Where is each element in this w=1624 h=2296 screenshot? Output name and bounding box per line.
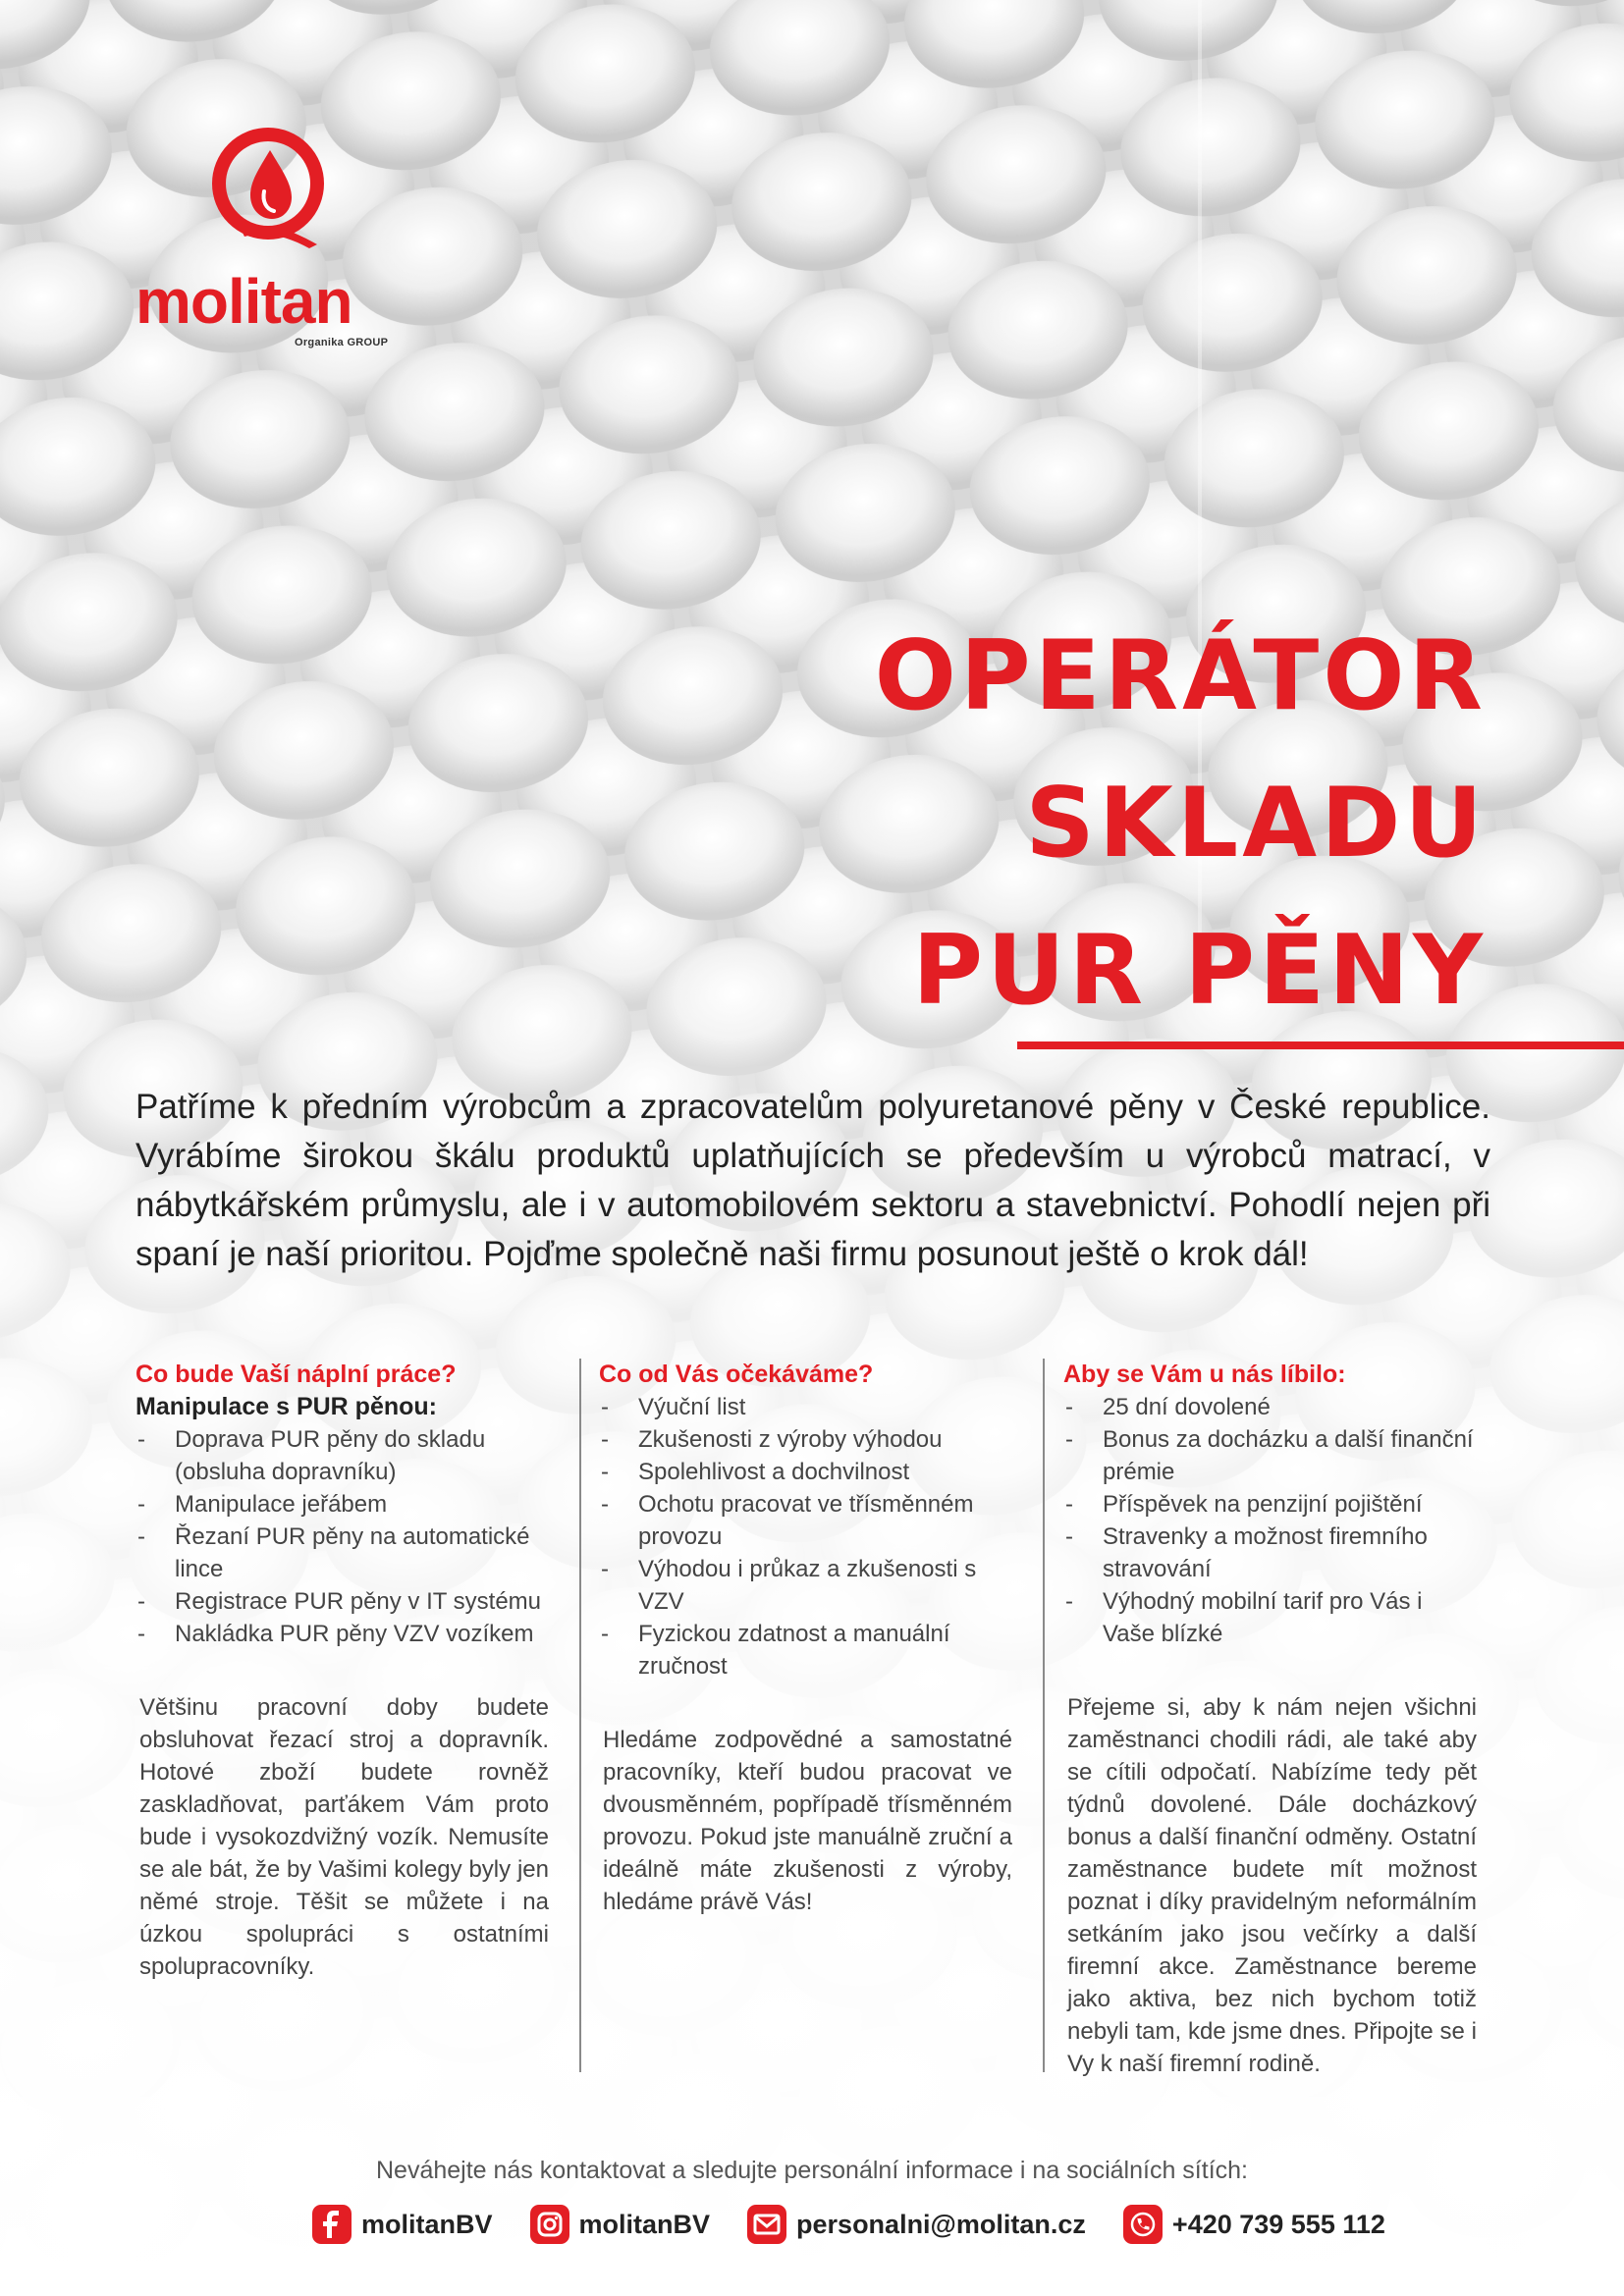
list-item: - Výuční list <box>599 1391 1016 1423</box>
list-item: - Příspěvek na penzijní pojištění <box>1063 1488 1481 1521</box>
title-line-2: SKLADU <box>1025 768 1487 880</box>
column-benefits <box>1063 1359 1481 2080</box>
contact-bar <box>312 2200 1385 2249</box>
expect-heading: Co od Vás očekáváme? <box>599 1361 874 1388</box>
job-title <box>874 620 1487 1027</box>
list-item: - Nakládka PUR pěny VZV vozíkem <box>135 1618 553 1650</box>
expect-list <box>599 1391 1016 1682</box>
footer-text: Neváhejte nás kontaktovat a sledujte personální informace i na sociálních sítích: <box>375 2157 1248 2184</box>
email-address: personalni@molitan.cz <box>796 2209 1086 2239</box>
list-item: - 25 dní dovolené <box>1063 1391 1481 1423</box>
phone-number: +420 739 555 112 <box>1171 2209 1385 2239</box>
expect-paragraph: Hledáme zodpovědné a samostatné pracovníky, kteří budou pracovat ve dvousměnném, popřípadě třísměnném provozu. Pokud jste manuálně zruční a ideálně máte zkušenosti z výroby, hledáme právě Vás! <box>603 1727 1012 1915</box>
email-link[interactable] <box>747 2205 1086 2244</box>
list-item: - Doprava PUR pěny do skladu (obsluha dopravníku) <box>135 1423 553 1488</box>
intro-paragraph: Patříme k předním výrobcům a zpracovatelům polyuretanové pěny v České republice. Vyrábíme širokou škálu produktů uplatňujících se především u výrobců matrací, v nábytkářském průmyslu, ale i v automobilovém sektoru a stavebnictví. Pohodlí nejen při spaní je naší prioritou. Pojďme společně naši firmu posunout ještě o krok dál! <box>135 1088 1490 1273</box>
benefits-paragraph: Přejeme si, aby k nám nejen všichni zaměstnanci chodili rádi, ale také aby se cítili odpočatí. Nabízíme tedy pět týdnů dovolené. Dále docházkový bonus a další finanční odměny. Ostatní zaměstnance budete mít možnost poznat i díky pravidelným neformálním setkáním jako jsou večírky a další firemní akce. Zaměstnance bereme jako aktiva, bez nich bychom totiž nebyli tam, kde jsme dnes. Připojte se i Vy k naší firemní rodině. <box>1067 1694 1477 2077</box>
facebook-handle: molitanBV <box>361 2209 493 2239</box>
list-item: - Stravenky a možnost firemního stravování <box>1063 1521 1481 1585</box>
work-heading: Co bude Vaší náplní práce? <box>135 1361 457 1388</box>
facebook-link[interactable] <box>312 2205 493 2244</box>
list-item: - Ochotu pracovat ve třísměnném provozu <box>599 1488 1016 1553</box>
list-item: - Výhodou i průkaz a zkušenosti s VZV <box>599 1553 1016 1618</box>
title-line-1: OPERÁTOR <box>874 620 1487 732</box>
molitan-logo <box>128 123 412 348</box>
list-item: - Fyzickou zdatnost a manuální zručnost <box>599 1618 1016 1682</box>
brand-name: molitan <box>135 266 352 337</box>
brand-group: Organika GROUP <box>295 337 389 348</box>
list-item: - Bonus za docházku a další finanční prémie <box>1063 1423 1481 1488</box>
email-icon <box>747 2205 786 2244</box>
column-divider <box>1043 1359 1045 2072</box>
title-line-3: PUR PĚNY <box>912 915 1487 1027</box>
phone-link[interactable] <box>1123 2205 1385 2244</box>
list-item: - Zkušenosti z výroby výhodou <box>599 1423 1016 1456</box>
list-item: - Výhodný mobilní tarif pro Vás i Vaše blízké <box>1063 1585 1481 1650</box>
red-divider <box>1017 1041 1624 1049</box>
instagram-link[interactable] <box>530 2205 711 2244</box>
list-item: - Manipulace jeřábem <box>135 1488 553 1521</box>
column-expect <box>599 1359 1016 1918</box>
phone-icon <box>1123 2205 1163 2244</box>
instagram-handle: molitanBV <box>578 2209 711 2239</box>
work-list <box>135 1423 553 1650</box>
list-item: - Řezaní PUR pěny na automatické lince <box>135 1521 553 1585</box>
benefits-list <box>1063 1391 1481 1650</box>
logo-mark-icon <box>211 123 329 250</box>
list-item: - Spolehlivost a dochvilnost <box>599 1456 1016 1488</box>
list-item: - Registrace PUR pěny v IT systému <box>135 1585 553 1618</box>
work-subheading: Manipulace s PUR pěnou: <box>135 1393 437 1420</box>
instagram-icon <box>530 2205 569 2244</box>
column-work <box>135 1359 553 1983</box>
work-paragraph: Většinu pracovní doby budete obsluhovat řezací stroj a dopravník. Hotové zboží budete rovněž zaskladňovat, parťákem Vám proto bude i vysokozdvižný vozík. Nemusíte se ale bát, že by Vašimi kolegy byly jen němé stroje. Těšit se můžete i na úzkou spolupráci s ostatními spolupracovníky. <box>139 1694 549 1980</box>
facebook-icon <box>312 2205 352 2244</box>
column-divider <box>579 1359 581 2072</box>
benefits-heading: Aby se Vám u nás líbilo: <box>1063 1361 1346 1388</box>
